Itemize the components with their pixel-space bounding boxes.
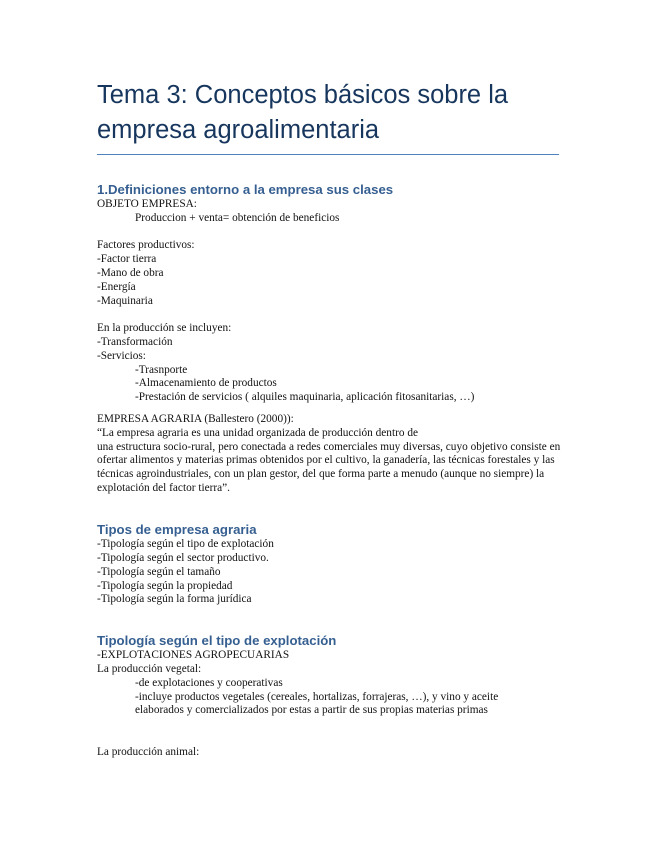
section-heading: Tipos de empresa agraria — [97, 522, 257, 538]
subheading: -EXPLOTACIONES AGROPECUARIAS — [97, 649, 290, 662]
list-item: -incluye productos vegetales (cereales, hortalizas, forrajeras, …), y vino y aceite — [135, 690, 499, 703]
empresa-definition-line: “La empresa agraria es una unidad organizada de producción dentro de — [97, 426, 418, 439]
section-heading: 1.Definiciones entorno a la empresa sus clases — [97, 182, 394, 197]
title-underline — [97, 154, 559, 155]
list-item: -Tipología según la forma jurídica — [97, 593, 252, 606]
list-item: -Maquinaria — [97, 294, 153, 307]
section-heading: Tipología según el tipo de explotación — [97, 633, 337, 649]
list-item: -Almacenamiento de productos — [135, 377, 277, 390]
list-item: -Transformación — [97, 335, 173, 348]
title-line-1: Tema 3: Conceptos básicos sobre la — [97, 81, 509, 109]
list-item: -de explotaciones y cooperativas — [135, 676, 283, 689]
section-tipologia-explotacion — [97, 632, 615, 759]
objeto-label: OBJETO EMPRESA: — [97, 198, 197, 210]
list-item: -Mano de obra — [97, 266, 164, 279]
list-item: -Tipología según la propiedad — [97, 579, 233, 592]
list-item: -Servicios: — [97, 349, 146, 362]
document-title — [97, 78, 615, 148]
objeto-formula: Produccion + venta= obtención de beneficios — [135, 211, 340, 224]
list-item: -Trasnporte — [135, 363, 188, 376]
list-item: -Prestación de servicios ( alquiles maquinaria, aplicación fitosanitarias, …) — [135, 391, 475, 404]
list-item-continuation: elaborados y comercializados por estas a partir de sus propias materias primas — [135, 704, 488, 717]
section-tipos — [97, 521, 615, 607]
list-item: -Energía — [97, 280, 136, 293]
list-item: -Tipología según el sector productivo. — [97, 551, 269, 564]
list-item: -Tipología según el tipo de explotación — [97, 538, 274, 551]
vegetal-label: La producción vegetal: — [97, 662, 202, 675]
produccion-label: En la producción se incluyen: — [97, 322, 232, 335]
empresa-agraria-label: EMPRESA AGRARIA (Ballestero (2000)): — [97, 412, 294, 425]
list-item: -Tipología según el tamaño — [97, 565, 221, 578]
animal-label: La producción animal: — [97, 745, 200, 758]
factores-label: Factores productivos: — [97, 239, 195, 252]
section-definiciones — [97, 181, 615, 496]
empresa-definition-paragraph: una estructura socio-rural, pero conectada a redes comerciales muy diversas, cuyo objetivo consiste en ofertar alimentos y materias primas obtenidos por el cultivo, la ganadería, las técnicas forestales y las técnicas agroindustriales, con un plan gestor, del que forma parte a menudo (aunque no siempre) la explotación del factor tierra”. — [97, 440, 561, 495]
list-item: -Factor tierra — [97, 253, 157, 266]
title-line-2: empresa agroalimentaria — [97, 116, 380, 144]
